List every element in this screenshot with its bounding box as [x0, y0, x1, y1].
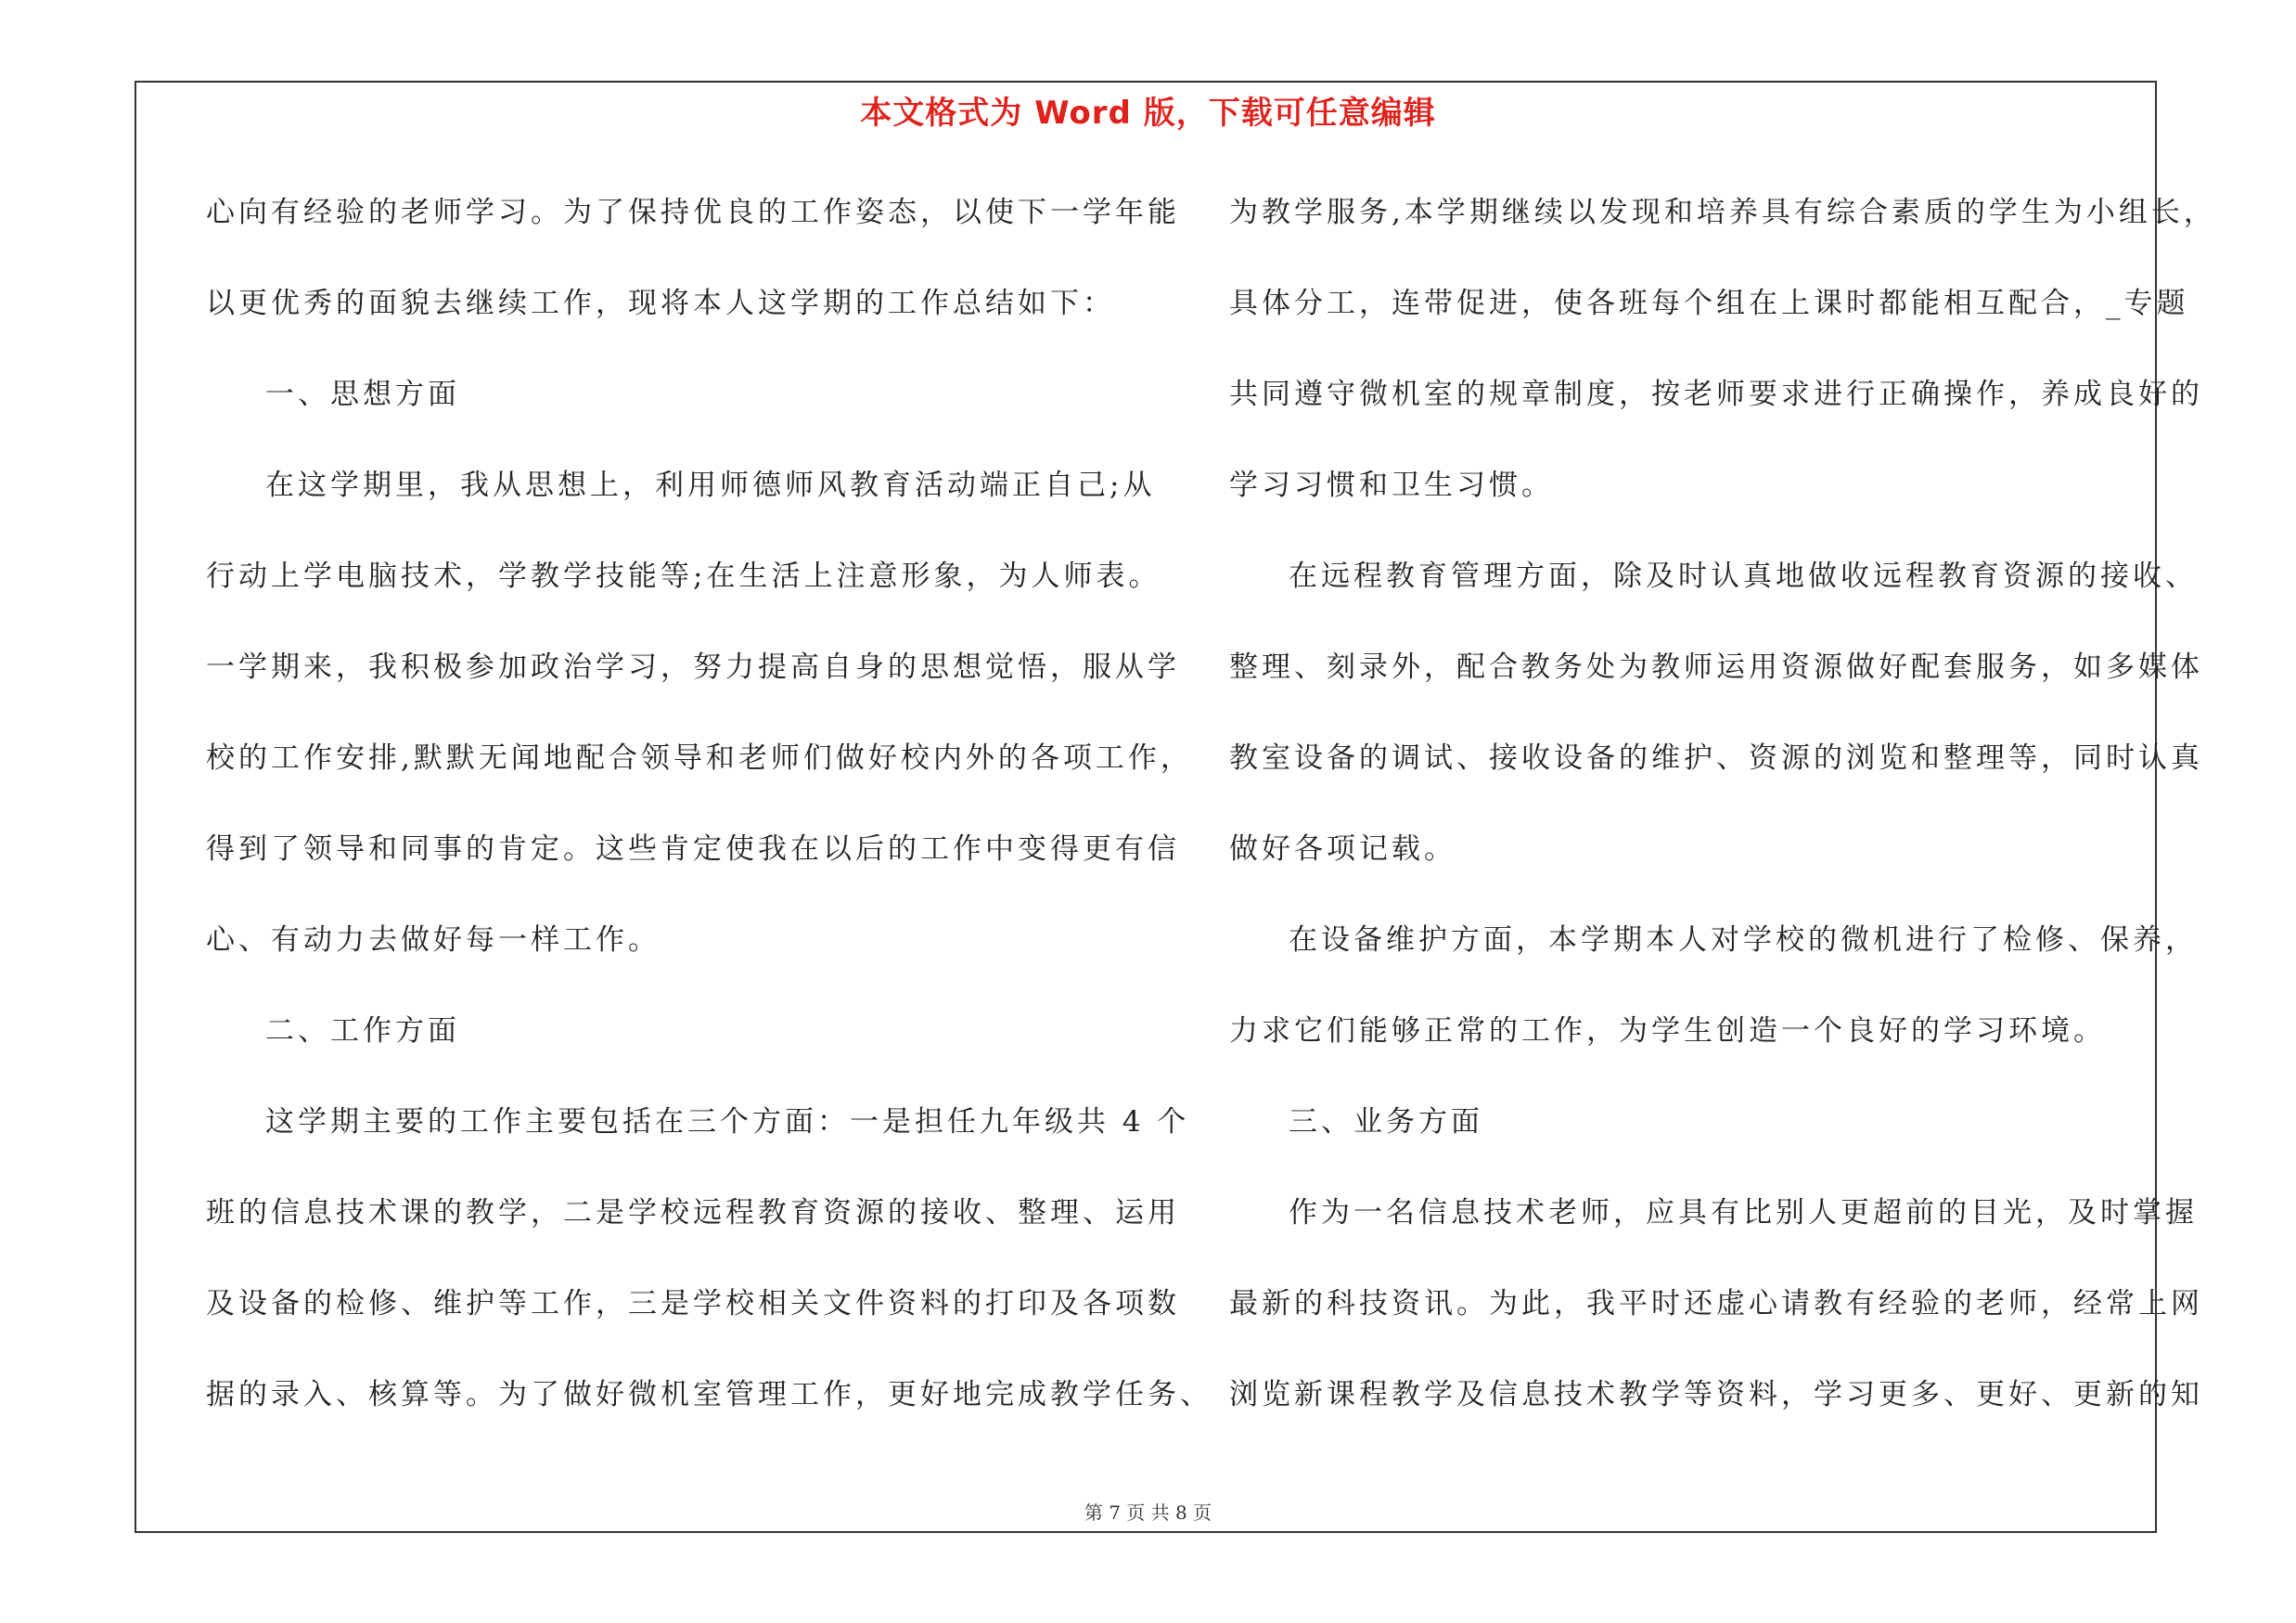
- text-line: 具体分工，连带促进，使各班每个组在上课时都能相互配合，_专题: [1229, 287, 2189, 320]
- text-line: 在设备维护方面，本学期本人对学校的微机进行了检修、保养，: [1289, 923, 2198, 957]
- text-line: 做好各项记载。: [1229, 832, 1456, 866]
- section-heading: 一、思想方面: [265, 378, 460, 411]
- right-column: [1229, 182, 2216, 1455]
- text-line: 共同遵守微机室的规章制度，按老师要求进行正确操作，养成良好的: [1229, 378, 2203, 411]
- text-line: 学习习惯和卫生习惯。: [1229, 469, 1554, 502]
- left-column: [206, 182, 1212, 1455]
- text-line: 一学期来，我积极参加政治学习，努力提高自身的思想觉悟，服从学: [206, 650, 1180, 684]
- text-line: 得到了领导和同事的肯定。这些肯定使我在以后的工作中变得更有信: [206, 832, 1180, 866]
- text-line: 以更优秀的面貌去继续工作，现将本人这学期的工作总结如下：: [206, 287, 1115, 320]
- text-line: 为教学服务,本学期继续以发现和培养具有综合素质的学生为小组长，: [1229, 196, 2216, 229]
- text-line: 这学期主要的工作主要包括在三个方面：一是担任九年级共 4 个: [265, 1105, 1190, 1139]
- text-line: 作为一名信息技术老师，应具有比别人更超前的目光，及时掌握: [1289, 1196, 2198, 1230]
- text-line: 班的信息技术课的教学，二是学校远程教育资源的接收、整理、运用: [206, 1196, 1180, 1230]
- text-line: 力求它们能够正常的工作，为学生创造一个良好的学习环境。: [1229, 1014, 2106, 1048]
- text-line: 及设备的检修、维护等工作，三是学校相关文件资料的打印及各项数: [206, 1287, 1180, 1320]
- text-line: 据的录入、核算等。为了做好微机室管理工作，更好地完成教学任务、: [206, 1378, 1212, 1411]
- page-number: 第 7 页 共 8 页: [1084, 1501, 1212, 1524]
- text-line: 教室设备的调试、接收设备的维护、资源的浏览和整理等，同时认真: [1229, 741, 2203, 775]
- text-line: 心、有动力去做好每一样工作。: [206, 923, 661, 957]
- text-line: 浏览新课程教学及信息技术教学等资料，学习更多、更好、更新的知: [1229, 1378, 2203, 1411]
- text-line: 在远程教育管理方面，除及时认真地做收远程教育资源的接收、: [1289, 560, 2198, 593]
- text-line: 在这学期里，我从思想上，利用师德师风教育活动端正自己;从: [265, 469, 1156, 502]
- text-line: 心向有经验的老师学习。为了保持优良的工作姿态，以使下一学年能: [206, 196, 1180, 229]
- text-line: 最新的科技资讯。为此，我平时还虚心请教有经验的老师，经常上网: [1229, 1287, 2203, 1320]
- section-heading: 二、工作方面: [265, 1014, 460, 1048]
- text-line: 行动上学电脑技术，学教学技能等;在生活上注意形象，为人师表。: [206, 560, 1161, 593]
- text-line: 校的工作安排,默默无闻地配合领导和老师们做好校内外的各项工作，: [206, 741, 1193, 775]
- format-banner: 本文格式为 Word 版，下载可任意编辑: [860, 95, 1436, 132]
- text-line: 整理、刻录外，配合教务处为教师运用资源做好配套服务，如多媒体: [1229, 650, 2203, 684]
- section-heading: 三、业务方面: [1289, 1105, 1483, 1139]
